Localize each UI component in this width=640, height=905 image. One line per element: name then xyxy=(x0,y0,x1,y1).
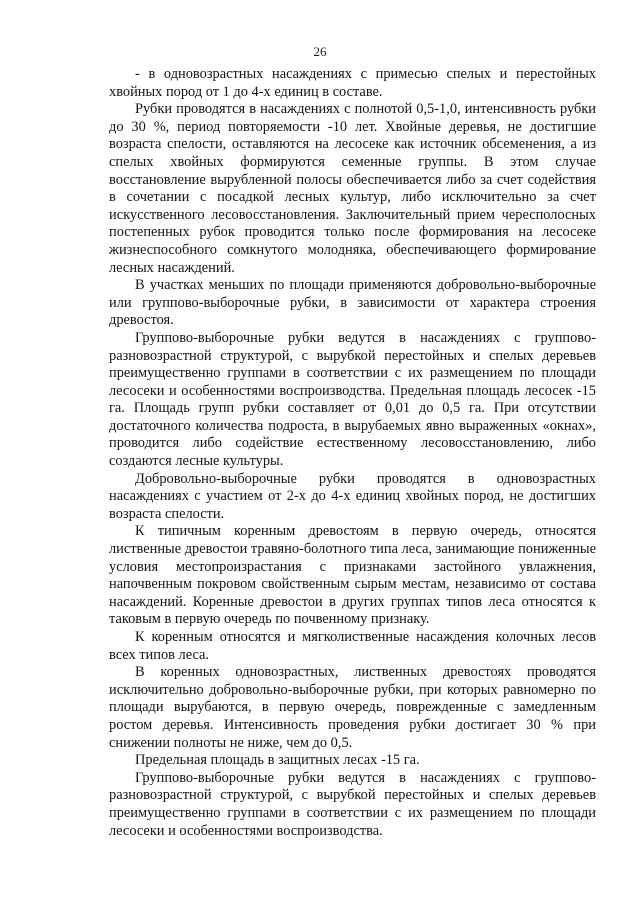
body-text xyxy=(109,66,596,840)
paragraph: Рубки проводятся в насаждениях с полнотой 0,5-1,0, интенсивность рубки до 30 %, период повторяемости -10 лет. Хвойные деревья, не достигшие возраста спелости, оставляются на лесосеке как источник обсеменения, а из спелых хвойных формируются семенные группы. В этом случае восстановление вырубленной полосы обеспечивается либо за счет содействия в сочетании с посадкой лесных культур, либо исключительно за счет искусственного лесовосстановления. Заключительный прием чересполосных постепенных рубок проводится только после формирования на лесосеке жизнеспособного сомкнутого молодняка, обеспечивающего формирование лесных насаждений. xyxy=(109,101,596,276)
paragraph: К коренным относятся и мягколиственные насаждения колочных лесов всех типов леса. xyxy=(109,629,596,663)
paragraph: К типичным коренным древостоям в первую очередь, относятся лиственные древостои травяно-болотного типа леса, занимающие пониженные условия местопроизрастания с признаками застойного увлажнения, напочвенным покровом свойственным сырым местам, независимо от состава насаждений. Коренные древостои в других группах типов леса относятся к таковым в первую очередь по почвенному признаку. xyxy=(109,523,596,628)
paragraph: В участках меньших по площади применяются добровольно-выборочные или группово-выборочные рубки, в зависимости от характера строения древостоя. xyxy=(109,277,596,329)
paragraph: Группово-выборочные рубки ведутся в насаждениях с группово-разновозрастной структурой, с вырубкой перестойных и спелых деревьев преимущественно группами в соответствии с их размещением по площади лесосеки и особенностями воспроизводства. xyxy=(109,769,596,839)
paragraph: Добровольно-выборочные рубки проводятся в одновозрастных насаждениях с участием от 2-х до 4-х единиц хвойных пород, не достигших возраста спелости. xyxy=(109,470,596,522)
paragraph: Группово-выборочные рубки ведутся в насаждениях с группово-разновозрастной структурой, с вырубкой перестойных и спелых деревьев преимущественно группами в соответствии с их размещением по площади лесосеки и особенностями воспроизводства. Предельная площадь лесосек -15 га. Площадь групп рубки составляет от 0,01 до 0,5 га. При отсутствии достаточного количества подроста, в вырубаемых явно выраженных «окнах», проводится либо содействие естественному лесовосстановлению, либо создаются лесные культуры. xyxy=(109,329,596,470)
paragraph: Предельная площадь в защитных лесах -15 га. xyxy=(135,752,420,769)
page-number: 26 xyxy=(313,44,327,59)
paragraph: - в одновозрастных насаждениях с примесью спелых и перестойных хвойных пород от 1 до 4-х единиц в составе. xyxy=(109,66,596,100)
paragraph: В коренных одновозрастных, лиственных древостоях проводятся исключительно добровольно-выборочные рубки, при которых равномерно по площади вырубаются, в первую очередь, поврежденные с замедленным ростом деревья. Интенсивность проведения рубки достигает 30 % при снижении полноты не ниже, чем до 0,5. xyxy=(109,664,596,751)
